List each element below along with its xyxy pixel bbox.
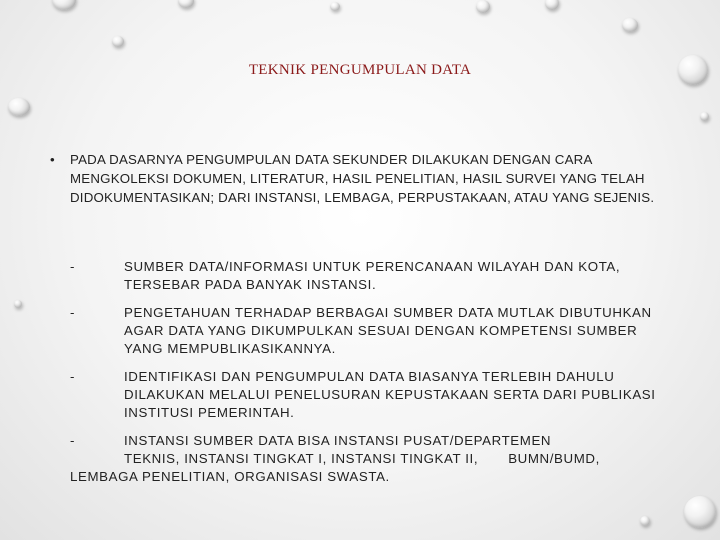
bullet-dot: • (50, 152, 55, 167)
sub-point (70, 258, 660, 294)
water-drop (622, 18, 638, 32)
last-point-line-3: LEMBAGA PENELITIAN, ORGANISASI SWASTA. (70, 469, 390, 484)
main-bullet-text: PADA DASARNYA PENGUMPULAN DATA SEKUNDER DILAKUKAN DENGAN CARA MENGKOLEKSI DOKUMEN, LITERATUR, HASIL PENELITIAN, HASIL SURVEI YANG TELAH DIDOKUMENTASIKAN; DARI INSTANSI, LEMBAGA, PERPUSTAKAAN, ATAU YANG SEJENIS. (70, 152, 655, 205)
water-drop (14, 300, 22, 308)
dash-marker: - (70, 433, 76, 448)
dash-marker: - (70, 305, 76, 320)
sub-point (70, 368, 660, 422)
water-drop (178, 0, 194, 8)
last-sub-point (70, 432, 660, 486)
sub-point-text: SUMBER DATA/INFORMASI UNTUK PERENCANAAN WILAYAH DAN KOTA, TERSEBAR PADA BANYAK INSTANSI. (124, 259, 621, 292)
water-drop (640, 516, 650, 526)
sub-point-text: PENGETAHUAN TERHADAP BERBAGAI SUMBER DATA MUTLAK DIBUTUHKAN AGAR DATA YANG DIKUMPULKAN SESUAI DENGAN KOMPETENSI SUMBER YANG MEMPUBLIKASIKANNYA. (124, 305, 652, 356)
water-drop (52, 0, 76, 10)
last-point-line-2: TEKNIS, INSTANSI TINGKAT I, INSTANSI TINGKAT II, BUMN/BUMD, (124, 451, 600, 466)
main-bullet-point (50, 150, 670, 207)
dash-marker: - (70, 259, 76, 274)
water-drop (330, 2, 340, 11)
water-drop (112, 36, 124, 47)
water-drop (545, 0, 559, 10)
water-drop (8, 98, 30, 116)
last-point-line-1: INSTANSI SUMBER DATA BISA INSTANSI PUSAT/DEPARTEMEN (124, 433, 552, 448)
dash-marker: - (70, 369, 76, 384)
sub-point-text: IDENTIFIKASI DAN PENGUMPULAN DATA BIASANYA TERLEBIH DAHULU DILAKUKAN MELALUI PENELUSURAN KEPUSTAKAAN SERTA DARI PUBLIKASI INSTITUSI PEMERINTAH. (124, 369, 656, 420)
water-drop (684, 496, 716, 528)
slide-title: TEKNIK PENGUMPULAN DATA (248, 62, 472, 78)
sub-point (70, 304, 660, 358)
water-drop (476, 0, 490, 13)
water-drop (700, 112, 709, 121)
